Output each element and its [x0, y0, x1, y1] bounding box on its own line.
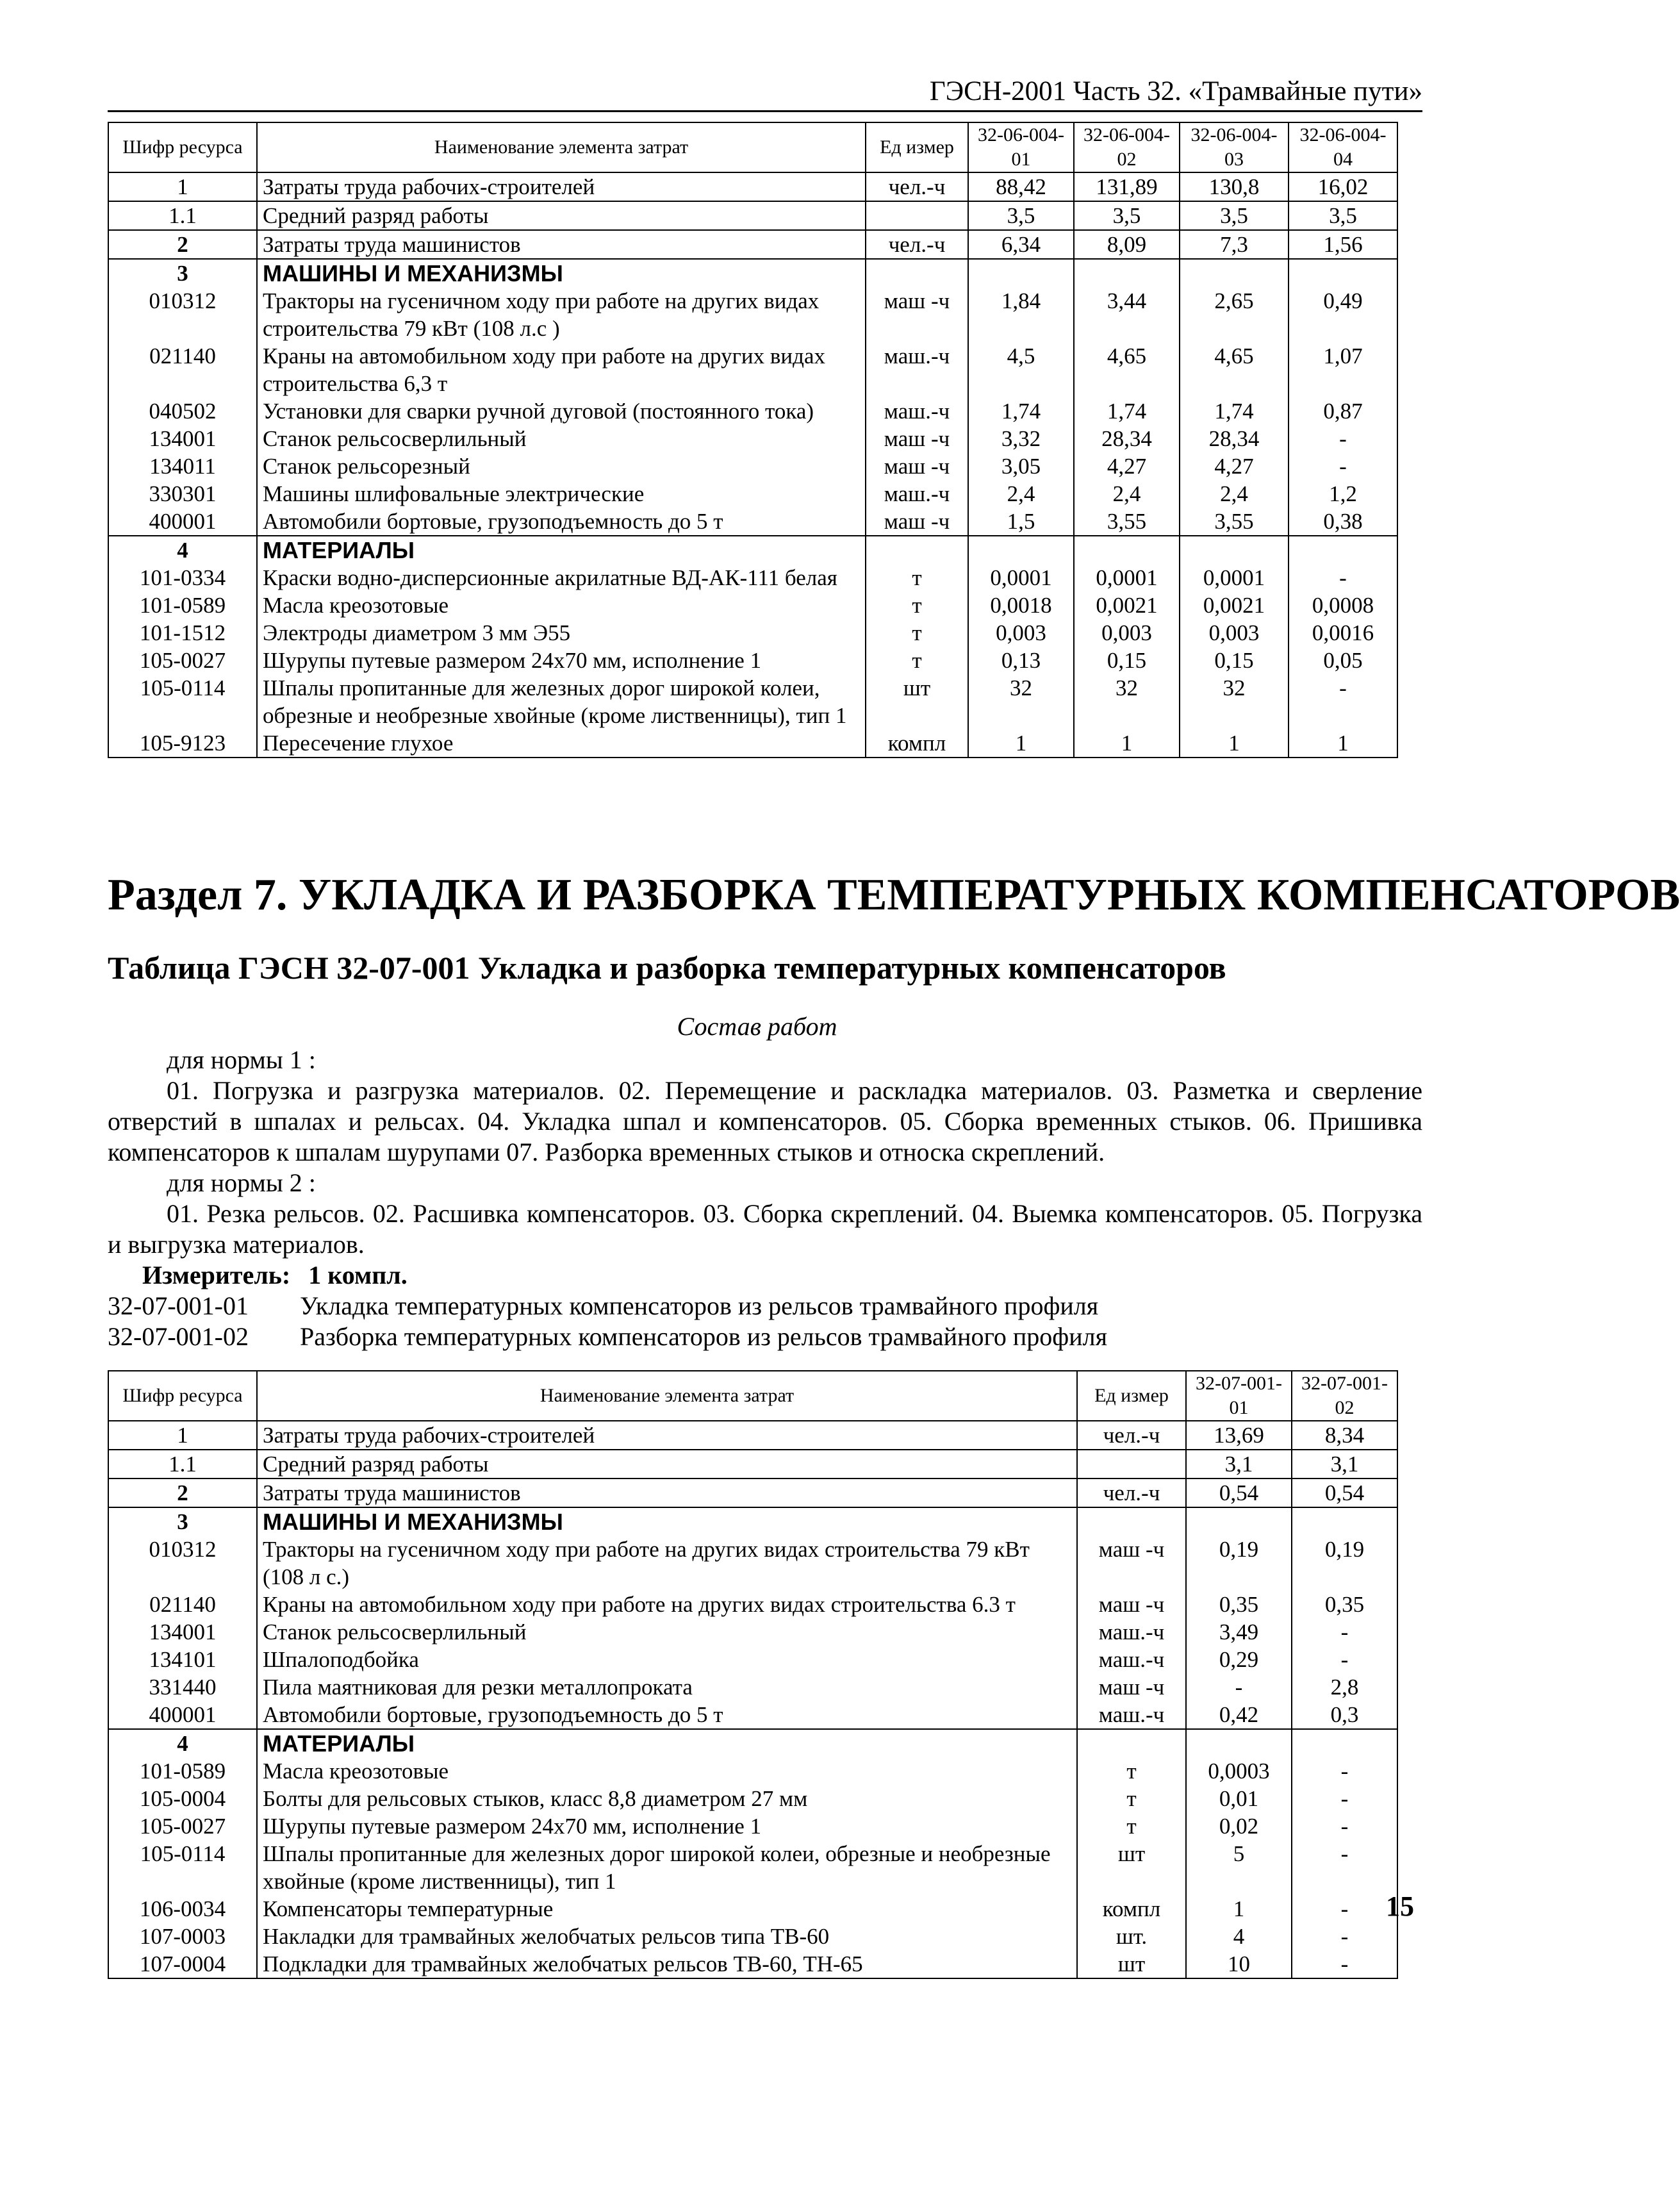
running-header: ГЭСН-2001 Часть 32. «Трамвайные пути»	[108, 76, 1422, 112]
resource-code: 4	[108, 536, 257, 564]
norm-value: -	[1292, 1895, 1397, 1923]
resource-unit: т	[866, 619, 968, 647]
norm-value: 3,55	[1180, 508, 1289, 536]
resource-unit: маш -ч	[866, 287, 968, 342]
norm-value: 1,74	[1074, 397, 1180, 425]
norm-value: 8,34	[1292, 1421, 1397, 1450]
resource-name: Автомобили бортовые, грузоподъемность до 5 т	[257, 508, 866, 536]
resource-unit: т	[866, 592, 968, 619]
resource-name: Тракторы на гусеничном ходу при работе на других видах строительства 79 кВт (108 л с.)	[257, 1536, 1077, 1591]
resource-name: Станок рельсосверлильный	[257, 1618, 1077, 1646]
col-header-norm: 32-06-004-02	[1074, 122, 1180, 172]
norm-description: Укладка температурных компенсаторов из рельсов трамвайного профиля	[300, 1291, 1099, 1320]
norm-value: -	[1292, 1840, 1397, 1895]
norm-value	[1289, 536, 1397, 564]
norm-value: 0,35	[1292, 1591, 1397, 1618]
norm1-label: для нормы 1 :	[167, 1045, 316, 1074]
measure-value: 1 компл.	[308, 1261, 408, 1289]
norm-value: 0,0001	[1180, 564, 1289, 592]
norm-value: 1,84	[968, 287, 1074, 342]
col-header-norm: 32-06-004-03	[1180, 122, 1289, 172]
table-row	[108, 452, 1397, 480]
resource-name: Станок рельсосверлильный	[257, 425, 866, 452]
table-row	[108, 1536, 1397, 1591]
resource-name: Шурупы путевые размером 24x70 мм, исполнение 1	[257, 647, 866, 674]
resource-name: Тракторы на гусеничном ходу при работе на других видах строительства 79 кВт (108 л.с )	[257, 287, 866, 342]
resource-unit: чел.-ч	[866, 172, 968, 201]
table-row	[108, 172, 1397, 201]
norm-value: 0,0018	[968, 592, 1074, 619]
norm-value: 3,32	[968, 425, 1074, 452]
norm-value	[1186, 1507, 1292, 1536]
resource-unit: чел.-ч	[1077, 1421, 1186, 1450]
resource-unit	[866, 201, 968, 230]
norm-value: 2,8	[1292, 1673, 1397, 1701]
table-header-row	[108, 1371, 1397, 1421]
resource-name: Шпалы пропитанные для железных дорог широкой колеи, обрезные и необрезные хвойные (кроме лиственницы), тип 1	[257, 674, 866, 729]
resource-code: 2	[108, 230, 257, 259]
table-row	[108, 397, 1397, 425]
resource-code: 134101	[108, 1646, 257, 1673]
resource-unit	[866, 259, 968, 287]
resource-code: 3	[108, 1507, 257, 1536]
resource-code: 106-0034	[108, 1895, 257, 1923]
resource-name: Масла креозотовые	[257, 1757, 1077, 1785]
resource-name: Краны на автомобильном ходу при работе на других видах строительства 6,3 т	[257, 342, 866, 397]
resource-name: Краски водно-дисперсионные акрилатные ВД-АК-111 белая	[257, 564, 866, 592]
norm-value: -	[1292, 1923, 1397, 1950]
norm-value: 0,0008	[1289, 592, 1397, 619]
table-row	[108, 647, 1397, 674]
norm-value: 4,5	[968, 342, 1074, 397]
table-row	[108, 564, 1397, 592]
table-row	[108, 508, 1397, 536]
resource-name: Болты для рельсовых стыков, класс 8,8 диаметром 27 мм	[257, 1785, 1077, 1812]
resource-code: 1.1	[108, 201, 257, 230]
measure-label: Измеритель:	[142, 1261, 291, 1289]
norm-value: 3,49	[1186, 1618, 1292, 1646]
resource-unit: маш.-ч	[1077, 1701, 1186, 1729]
norm-value: 7,3	[1180, 230, 1289, 259]
norm-value: 13,69	[1186, 1421, 1292, 1450]
norm-value	[968, 536, 1074, 564]
norm-value: 3,5	[1289, 201, 1397, 230]
norm-value: 1,2	[1289, 480, 1397, 508]
resource-name: Установки для сварки ручной дуговой (постоянного тока)	[257, 397, 866, 425]
resource-name: Шпалы пропитанные для железных дорог широкой колеи, обрезные и необрезные хвойные (кроме лиственницы), тип 1	[257, 1840, 1077, 1895]
norm-value: 3,5	[1180, 201, 1289, 230]
table-row	[108, 592, 1397, 619]
norm-value: 2,4	[968, 480, 1074, 508]
norm-value: 1	[1180, 729, 1289, 758]
norm-value: -	[1292, 1950, 1397, 1978]
resource-unit: маш.-ч	[866, 480, 968, 508]
resource-unit: шт	[1077, 1840, 1186, 1895]
norm-value: 4,27	[1180, 452, 1289, 480]
table-row	[108, 1591, 1397, 1618]
resource-name: Краны на автомобильном ходу при работе на других видах строительства 6.3 т	[257, 1591, 1077, 1618]
resource-unit: маш -ч	[866, 452, 968, 480]
resource-code: 010312	[108, 1536, 257, 1591]
table-title: Таблица ГЭСН 32-07-001 Укладка и разборка температурных компенсаторов	[108, 950, 1226, 986]
resource-name: Затраты труда машинистов	[257, 230, 866, 259]
norm-code-line	[108, 1291, 1098, 1321]
norm-value: 2,4	[1074, 480, 1180, 508]
resource-code: 1.1	[108, 1450, 257, 1479]
resource-name: Электроды диаметром 3 мм Э55	[257, 619, 866, 647]
norm-value: 0,003	[1074, 619, 1180, 647]
norm-value: 1,74	[1180, 397, 1289, 425]
norm-value: -	[1289, 425, 1397, 452]
norm-value: 3,55	[1074, 508, 1180, 536]
norm-value	[1074, 259, 1180, 287]
norm-value: 0,0021	[1074, 592, 1180, 619]
norm-value: 1	[1186, 1895, 1292, 1923]
resource-name: Шпалоподбойка	[257, 1646, 1077, 1673]
norm-value: 8,09	[1074, 230, 1180, 259]
norm-value: 6,34	[968, 230, 1074, 259]
norm-value: 0,54	[1292, 1479, 1397, 1507]
page-number: 15	[1386, 1891, 1414, 1922]
norm-value: 3,05	[968, 452, 1074, 480]
table-row	[108, 1450, 1397, 1479]
table-row	[108, 619, 1397, 647]
table-row	[108, 425, 1397, 452]
table-row	[108, 201, 1397, 230]
resource-code: 101-0589	[108, 1757, 257, 1785]
resource-unit: маш -ч	[1077, 1591, 1186, 1618]
resource-unit: компл	[866, 729, 968, 758]
resource-unit	[1077, 1507, 1186, 1536]
resource-code: 2	[108, 1479, 257, 1507]
resource-unit: т	[1077, 1812, 1186, 1840]
resource-name: Средний разряд работы	[257, 1450, 1077, 1479]
norm-value: 0,0001	[1074, 564, 1180, 592]
norm-value: 16,02	[1289, 172, 1397, 201]
resource-code: 105-0027	[108, 647, 257, 674]
table-row	[108, 729, 1397, 758]
resource-code: 134011	[108, 452, 257, 480]
resource-code: 105-0114	[108, 674, 257, 729]
table-row	[108, 536, 1397, 564]
section-title: Раздел 7. УКЛАДКА И РАЗБОРКА ТЕМПЕРАТУРНЫХ КОМПЕНСАТОРОВ	[108, 870, 1680, 920]
table-row	[108, 1507, 1397, 1536]
norm-value: 0,54	[1186, 1479, 1292, 1507]
resource-unit: шт	[866, 674, 968, 729]
resource-unit	[1077, 1729, 1186, 1757]
resource-name: Станок рельсорезный	[257, 452, 866, 480]
resource-code: 400001	[108, 1701, 257, 1729]
resource-name: Шурупы путевые размером 24x70 мм, исполнение 1	[257, 1812, 1077, 1840]
norm-value: 130,8	[1180, 172, 1289, 201]
resource-code: 105-0027	[108, 1812, 257, 1840]
col-header-name: Наименование элемента затрат	[257, 1371, 1077, 1421]
norm-value: 0,19	[1186, 1536, 1292, 1591]
resource-name: Автомобили бортовые, грузоподъемность до 5 т	[257, 1701, 1077, 1729]
norm-value: 0,0021	[1180, 592, 1289, 619]
resource-unit: маш -ч	[1077, 1673, 1186, 1701]
norm-value: -	[1289, 674, 1397, 729]
resource-code: 107-0003	[108, 1923, 257, 1950]
norm-value: 131,89	[1074, 172, 1180, 201]
norm-value: -	[1186, 1673, 1292, 1701]
resource-name: Подкладки для трамвайных желобчатых рельсов ТВ-60, ТН-65	[257, 1950, 1077, 1978]
norm-value: 3,5	[1074, 201, 1180, 230]
norm-value: 0,0001	[968, 564, 1074, 592]
norm-value: 0,01	[1186, 1785, 1292, 1812]
norm-value	[968, 259, 1074, 287]
resource-code: 021140	[108, 342, 257, 397]
table-row	[108, 1950, 1397, 1978]
norm-value: 1,5	[968, 508, 1074, 536]
resource-code: 105-0004	[108, 1785, 257, 1812]
norm-value	[1074, 536, 1180, 564]
resource-code: 4	[108, 1729, 257, 1757]
resource-name: Затраты труда машинистов	[257, 1479, 1077, 1507]
resource-table-32-07-001	[108, 1370, 1398, 1979]
norm-value: 0,29	[1186, 1646, 1292, 1673]
resource-name: Компенсаторы температурные	[257, 1895, 1077, 1923]
norm-value: 0,0016	[1289, 619, 1397, 647]
col-header-norm: 32-06-004-04	[1289, 122, 1397, 172]
norm1-text: 01. Погрузка и разгрузка материалов. 02. Перемещение и раскладка материалов. 03. Разметка и сверление отверстий в шпалах и рельсах. 04. Укладка шпал и компенсаторов. 05. Сборка временных стыков. 06. Пришивка компенсаторов к шпалам шурупами 07. Разборка временных стыков и относка скреплений.	[108, 1076, 1422, 1166]
resource-code: 040502	[108, 397, 257, 425]
norm-value: 0,19	[1292, 1536, 1397, 1591]
col-header-norm: 32-07-001-02	[1292, 1371, 1397, 1421]
norm-value: 32	[968, 674, 1074, 729]
resource-code: 1	[108, 172, 257, 201]
norm2-text: 01. Резка рельсов. 02. Расшивка компенсаторов. 03. Сборка скреплений. 04. Выемка компенсаторов. 05. Погрузка и выгрузка материалов.	[108, 1199, 1422, 1259]
resource-name: Средний разряд работы	[257, 201, 866, 230]
resource-code: 400001	[108, 508, 257, 536]
resource-code: 105-9123	[108, 729, 257, 758]
resource-name: МАШИНЫ И МЕХАНИЗМЫ	[257, 1507, 1077, 1536]
norm-value: -	[1289, 564, 1397, 592]
resource-unit: маш -ч	[866, 508, 968, 536]
norm-value	[1186, 1729, 1292, 1757]
table-row	[108, 1701, 1397, 1729]
norm-value: 1	[1074, 729, 1180, 758]
norm-value: 0,0003	[1186, 1757, 1292, 1785]
resource-code: 330301	[108, 480, 257, 508]
norm-code-line	[108, 1321, 1107, 1352]
resource-code: 101-0334	[108, 564, 257, 592]
norm-value: 1,07	[1289, 342, 1397, 397]
norm2-label: для нормы 2 :	[167, 1168, 316, 1197]
norm-value: 0,05	[1289, 647, 1397, 674]
norm-value: -	[1292, 1618, 1397, 1646]
norm-value: 0,15	[1180, 647, 1289, 674]
table-row	[108, 674, 1397, 729]
resource-unit: чел.-ч	[866, 230, 968, 259]
norm-value: 32	[1074, 674, 1180, 729]
norm-value: 4,65	[1180, 342, 1289, 397]
norm-code: 32-07-001-02	[108, 1322, 249, 1351]
norm-value: -	[1292, 1646, 1397, 1673]
col-header-unit: Ед измер	[1077, 1371, 1186, 1421]
table-row	[108, 1923, 1397, 1950]
norm-value: 88,42	[968, 172, 1074, 201]
norm-value: -	[1292, 1812, 1397, 1840]
resource-code: 331440	[108, 1673, 257, 1701]
resource-code: 134001	[108, 425, 257, 452]
norm-code: 32-07-001-01	[108, 1291, 249, 1320]
resource-unit: компл	[1077, 1895, 1186, 1923]
norm-value	[1180, 536, 1289, 564]
table-row	[108, 230, 1397, 259]
norm-value: 4,65	[1074, 342, 1180, 397]
resource-unit: т	[866, 647, 968, 674]
resource-table-32-06-004	[108, 122, 1398, 758]
norm-value: -	[1289, 452, 1397, 480]
norm-value: 3,44	[1074, 287, 1180, 342]
norm-value	[1292, 1729, 1397, 1757]
norm-value	[1289, 259, 1397, 287]
norm-value: 1	[968, 729, 1074, 758]
resource-name: Масла креозотовые	[257, 592, 866, 619]
table-row	[108, 1757, 1397, 1785]
work-composition-heading: Состав работ	[677, 1012, 837, 1041]
measure-line	[142, 1260, 408, 1291]
resource-code: 105-0114	[108, 1840, 257, 1895]
col-header-norm: 32-06-004-01	[968, 122, 1074, 172]
resource-name: Затраты труда рабочих-строителей	[257, 1421, 1077, 1450]
table-row	[108, 259, 1397, 287]
norm-value: 0,003	[968, 619, 1074, 647]
col-header-norm: 32-07-001-01	[1186, 1371, 1292, 1421]
norm-value: 0,003	[1180, 619, 1289, 647]
norm-value	[1180, 259, 1289, 287]
table-row	[108, 1812, 1397, 1840]
resource-unit: т	[866, 564, 968, 592]
norm-value: 28,34	[1074, 425, 1180, 452]
norm-value: 0,35	[1186, 1591, 1292, 1618]
table-row	[108, 1479, 1397, 1507]
norm-value: 0,49	[1289, 287, 1397, 342]
resource-name: Пила маятниковая для резки металлопроката	[257, 1673, 1077, 1701]
norm-value: 0,87	[1289, 397, 1397, 425]
norm-value: 0,38	[1289, 508, 1397, 536]
resource-name: Пересечение глухое	[257, 729, 866, 758]
table-row	[108, 1618, 1397, 1646]
norm-value: 0,13	[968, 647, 1074, 674]
table-row	[108, 1421, 1397, 1450]
resource-code: 107-0004	[108, 1950, 257, 1978]
norm-value: 0,3	[1292, 1701, 1397, 1729]
resource-name: Накладки для трамвайных желобчатых рельсов типа ТВ-60	[257, 1923, 1077, 1950]
norm-value: 4	[1186, 1923, 1292, 1950]
resource-unit: маш.-ч	[866, 342, 968, 397]
resource-code: 101-1512	[108, 619, 257, 647]
table-row	[108, 480, 1397, 508]
norm-value: 1	[1289, 729, 1397, 758]
table-row	[108, 1840, 1397, 1895]
norm-value: 0,15	[1074, 647, 1180, 674]
norm-value: 10	[1186, 1950, 1292, 1978]
resource-unit	[866, 536, 968, 564]
norm-value: 28,34	[1180, 425, 1289, 452]
resource-unit	[1077, 1450, 1186, 1479]
table-row	[108, 342, 1397, 397]
resource-code: 101-0589	[108, 592, 257, 619]
resource-unit: маш -ч	[1077, 1536, 1186, 1591]
norm-value: 3,1	[1186, 1450, 1292, 1479]
resource-name: МАТЕРИАЛЫ	[257, 536, 866, 564]
resource-unit: чел.-ч	[1077, 1479, 1186, 1507]
table-row	[108, 1646, 1397, 1673]
norm-value: 0,02	[1186, 1812, 1292, 1840]
resource-unit: т	[1077, 1757, 1186, 1785]
resource-code: 021140	[108, 1591, 257, 1618]
norm-value: 2,65	[1180, 287, 1289, 342]
resource-unit: шт.	[1077, 1923, 1186, 1950]
col-header-code: Шифр ресурса	[108, 122, 257, 172]
norm-value: 32	[1180, 674, 1289, 729]
norm-value: 2,4	[1180, 480, 1289, 508]
norm-value: 4,27	[1074, 452, 1180, 480]
resource-unit: т	[1077, 1785, 1186, 1812]
norm-value: 3,1	[1292, 1450, 1397, 1479]
resource-code: 134001	[108, 1618, 257, 1646]
resource-unit: маш.-ч	[1077, 1618, 1186, 1646]
resource-name: МАТЕРИАЛЫ	[257, 1729, 1077, 1757]
table-row	[108, 1729, 1397, 1757]
col-header-code: Шифр ресурса	[108, 1371, 257, 1421]
col-header-name: Наименование элемента затрат	[257, 122, 866, 172]
norm-value: 0,42	[1186, 1701, 1292, 1729]
resource-code: 010312	[108, 287, 257, 342]
resource-code: 1	[108, 1421, 257, 1450]
resource-unit: маш.-ч	[866, 397, 968, 425]
resource-code: 3	[108, 259, 257, 287]
table-header-row	[108, 122, 1397, 172]
table-row	[108, 1673, 1397, 1701]
norm-value: -	[1292, 1785, 1397, 1812]
resource-name: МАШИНЫ И МЕХАНИЗМЫ	[257, 259, 866, 287]
col-header-unit: Ед измер	[866, 122, 968, 172]
table-row	[108, 1895, 1397, 1923]
table-row	[108, 287, 1397, 342]
norm-value: 1,56	[1289, 230, 1397, 259]
resource-unit: шт	[1077, 1950, 1186, 1978]
norm-value: 1,74	[968, 397, 1074, 425]
resource-unit: маш -ч	[866, 425, 968, 452]
resource-name: Машины шлифовальные электрические	[257, 480, 866, 508]
table-row	[108, 1785, 1397, 1812]
norm-value	[1292, 1507, 1397, 1536]
resource-name: Затраты труда рабочих-строителей	[257, 172, 866, 201]
norm-value: 5	[1186, 1840, 1292, 1895]
norm-description: Разборка температурных компенсаторов из рельсов трамвайного профиля	[300, 1322, 1107, 1351]
norm-value: -	[1292, 1757, 1397, 1785]
norm-value: 3,5	[968, 201, 1074, 230]
resource-unit: маш.-ч	[1077, 1646, 1186, 1673]
